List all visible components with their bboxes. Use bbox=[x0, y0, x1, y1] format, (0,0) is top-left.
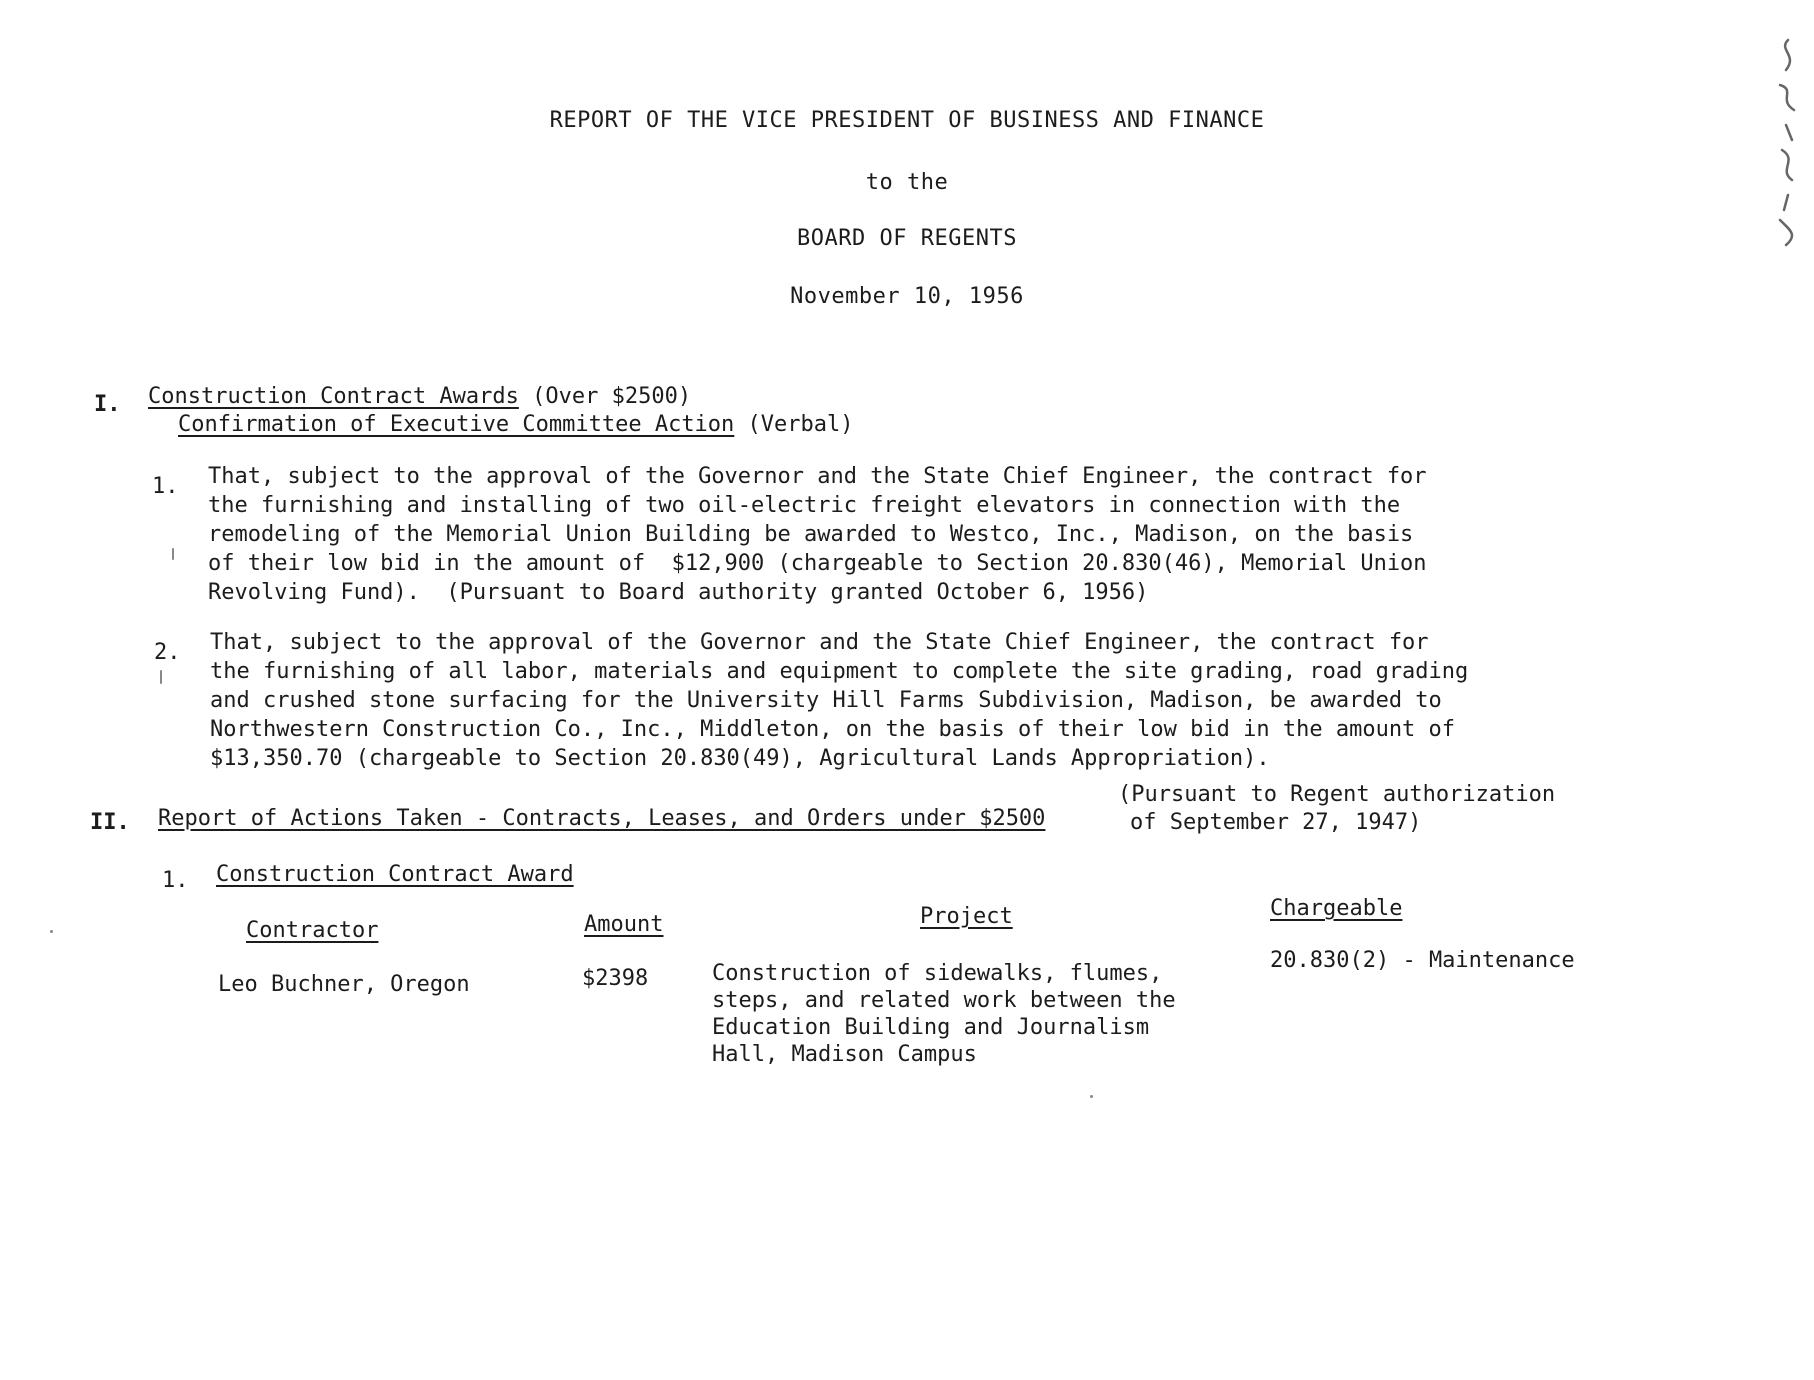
paper-speck bbox=[1090, 1095, 1093, 1098]
section-1-heading bbox=[148, 384, 691, 409]
table-header-chargeable: Chargeable bbox=[1270, 896, 1403, 921]
paragraph-line: the furnishing and installing of two oil-electric freight elevators in connection with the bbox=[208, 493, 1401, 518]
paragraph-line: $13,350.70 (chargeable to Section 20.830(49), Agricultural Lands Appropriation). bbox=[210, 746, 1270, 771]
paragraph-line: the furnishing of all labor, materials and equipment to complete the site grading, road grading bbox=[210, 659, 1469, 684]
paper-speck bbox=[172, 548, 174, 560]
paper-speck bbox=[160, 670, 162, 684]
subsection-1-number: 1. bbox=[162, 868, 189, 893]
report-title: REPORT OF THE VICE PRESIDENT OF BUSINESS AND FINANCE bbox=[549, 108, 1265, 133]
item-2-number: 2. bbox=[154, 640, 181, 665]
section-1-title: Construction Contract Awards bbox=[148, 384, 519, 409]
paragraph-line: Revolving Fund). (Pursuant to Board authority granted October 6, 1956) bbox=[208, 580, 1149, 605]
section-1-subtitle: Confirmation of Executive Committee Action bbox=[178, 412, 735, 437]
section-2-numeral: II. bbox=[90, 810, 130, 835]
project-line: Education Building and Journalism bbox=[712, 1015, 1150, 1040]
item-2-paragraph bbox=[210, 628, 1468, 773]
report-board: BOARD OF REGENTS bbox=[797, 226, 1017, 251]
table-header-project: Project bbox=[920, 904, 1013, 929]
paragraph-line: remodeling of the Memorial Union Building be awarded to Westco, Inc., Madison, on the basis bbox=[208, 522, 1414, 547]
paragraph-line: That, subject to the approval of the Governor and the State Chief Engineer, the contract for bbox=[210, 630, 1429, 655]
item-1-paragraph bbox=[208, 462, 1427, 607]
section-2-title: Report of Actions Taken - Contracts, Leases, and Orders under $2500 bbox=[158, 806, 1046, 831]
table-cell-chargeable: 20.830(2) - Maintenance bbox=[1270, 948, 1575, 973]
project-line: steps, and related work between the bbox=[712, 988, 1176, 1013]
paragraph-line: and crushed stone surfacing for the University Hill Farms Subdivision, Madison, be awarded to bbox=[210, 688, 1442, 713]
section-1-numeral: I. bbox=[94, 392, 121, 417]
item-1-number: 1. bbox=[152, 474, 179, 499]
table-cell-amount: $2398 bbox=[582, 966, 649, 991]
table-cell-project bbox=[712, 960, 1176, 1068]
project-line: Hall, Madison Campus bbox=[712, 1042, 977, 1067]
handwritten-margin-mark bbox=[1768, 30, 1808, 250]
section-2-note-line-1: (Pursuant to Regent authorization bbox=[1118, 782, 1556, 807]
report-title-to: to the bbox=[865, 170, 949, 195]
paragraph-line: Northwestern Construction Co., Inc., Middleton, on the basis of their low bid in the amount of bbox=[210, 717, 1456, 742]
report-date: November 10, 1956 bbox=[790, 284, 1024, 309]
table-cell-contractor: Leo Buchner, Oregon bbox=[218, 972, 470, 997]
section-1-subtitle-note: (Verbal) bbox=[747, 412, 854, 437]
project-line: Construction of sidewalks, flumes, bbox=[712, 961, 1163, 986]
section-2-note-line-2: of September 27, 1947) bbox=[1130, 810, 1422, 835]
paper-speck bbox=[50, 930, 53, 933]
section-1-title-note: (Over $2500) bbox=[532, 384, 692, 409]
section-1-subheading bbox=[178, 412, 854, 437]
paragraph-line: That, subject to the approval of the Governor and the State Chief Engineer, the contract for bbox=[208, 464, 1427, 489]
paragraph-line: of their low bid in the amount of $12,900 (chargeable to Section 20.830(46), Memorial Union bbox=[208, 551, 1427, 576]
table-header-contractor: Contractor bbox=[246, 918, 379, 943]
table-header-amount: Amount bbox=[584, 912, 664, 937]
subsection-1-title: Construction Contract Award bbox=[216, 862, 574, 887]
